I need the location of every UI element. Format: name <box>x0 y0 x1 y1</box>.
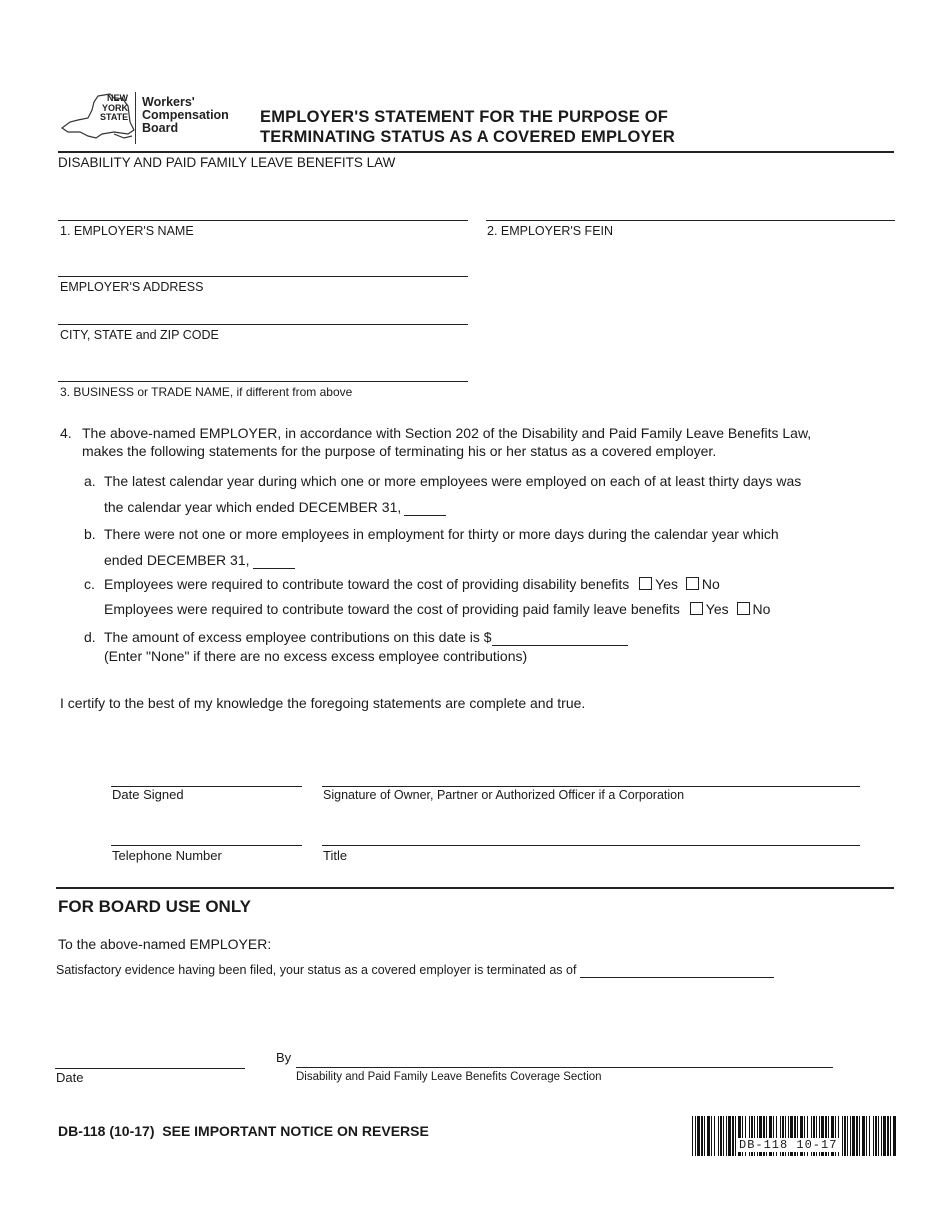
item-a-text-1: The latest calendar year during which one or more employees were employed on each of at least thirty days was <box>104 473 802 489</box>
title-line-2: TERMINATING STATUS AS A COVERED EMPLOYER <box>260 128 676 146</box>
board-by-label: By <box>276 1050 292 1065</box>
law-subtitle: DISABILITY AND PAID FAMILY LEAVE BENEFITS LAW <box>58 155 396 170</box>
employer-address-line[interactable] <box>58 276 468 277</box>
barcode-bar <box>726 1116 727 1156</box>
barcode-bar <box>707 1116 710 1156</box>
barcode-bar <box>856 1116 858 1156</box>
form-title <box>260 107 675 147</box>
barcode-bar <box>847 1116 848 1156</box>
nys-logo <box>58 92 243 144</box>
item-d-letter: d. <box>84 629 96 645</box>
item-4-text-2: makes the following statements for the purpose of terminating his or her status as a covered employer. <box>82 443 717 459</box>
pfl-yes-label: Yes <box>705 601 729 617</box>
board-section-label: Disability and Paid Family Leave Benefits Coverage Section <box>296 1071 602 1083</box>
employer-name-line[interactable] <box>58 220 468 221</box>
employer-fein-line[interactable] <box>486 220 895 221</box>
item-4-text-1: The above-named EMPLOYER, in accordance with Section 202 of the Disability and Paid Family Leave Benefits Law, <box>82 425 812 441</box>
title-line[interactable] <box>322 845 860 846</box>
business-name-line[interactable] <box>58 381 468 382</box>
title-label: Title <box>323 848 348 863</box>
barcode-bar <box>718 1116 719 1156</box>
barcode-bar <box>878 1116 879 1156</box>
city-state-zip-line[interactable] <box>58 324 468 325</box>
item-d-text-1: The amount of excess employee contributions on this date is $ <box>104 629 492 645</box>
board-evidence-row <box>56 963 774 978</box>
logo-org-3: Board <box>142 121 179 135</box>
barcode-bar <box>852 1116 855 1156</box>
logo-state-3: STATE <box>100 112 129 122</box>
barcode-bar <box>875 1116 877 1156</box>
employer-name-label: 1. EMPLOYER'S NAME <box>60 224 194 238</box>
disability-no-checkbox[interactable] <box>686 577 699 590</box>
barcode-bar <box>728 1116 731 1156</box>
signature-label: Signature of Owner, Partner or Authorized Officer if a Corporation <box>323 788 685 802</box>
barcode-bar <box>887 1116 889 1156</box>
pfl-yes-checkbox[interactable] <box>690 602 703 615</box>
item-b-text-1: There were not one or more employees in employment for thirty or more days during the calendar year which <box>104 526 779 542</box>
barcode-bar <box>883 1116 886 1156</box>
barcode-bar <box>711 1116 712 1156</box>
logo-org-2: Compensation <box>142 108 229 122</box>
header-rule <box>58 151 894 153</box>
logo-org-1: Workers' <box>142 95 195 109</box>
barcode-bar <box>866 1116 867 1156</box>
employer-fein-label: 2. EMPLOYER'S FEIN <box>487 224 614 238</box>
business-name-label: 3. BUSINESS or TRADE NAME, if different from above <box>60 385 353 399</box>
board-to-line: To the above-named EMPLOYER: <box>58 936 272 952</box>
item-a-letter: a. <box>84 473 96 489</box>
employer-address-label: EMPLOYER'S ADDRESS <box>60 280 204 294</box>
logo-divider <box>135 92 136 144</box>
telephone-line[interactable] <box>111 845 302 846</box>
item-a-text-2: the calendar year which ended DECEMBER 31, <box>104 499 402 515</box>
barcode-bar <box>732 1116 734 1156</box>
barcode-bar <box>859 1116 860 1156</box>
year-a-field[interactable] <box>404 499 446 516</box>
date-signed-label: Date Signed <box>112 787 184 802</box>
barcode-bar <box>844 1116 846 1156</box>
item-d-row-1 <box>104 629 628 646</box>
year-b-field[interactable] <box>253 552 295 569</box>
barcode-bar <box>704 1116 705 1156</box>
barcode-bar <box>697 1116 700 1156</box>
item-a-line-2 <box>104 499 446 516</box>
signature-line[interactable] <box>322 786 860 787</box>
board-rule <box>56 887 894 889</box>
pfl-no-label: No <box>752 601 771 617</box>
item-c-row-2 <box>104 601 770 617</box>
logo-state-2: YORK <box>101 102 128 113</box>
barcode-bar <box>714 1116 715 1156</box>
pfl-no-checkbox[interactable] <box>737 602 750 615</box>
item-c-text-2: Employees were required to contribute toward the cost of providing paid family leave benefits <box>104 601 680 617</box>
board-date-line[interactable] <box>55 1068 245 1069</box>
city-state-zip-label: CITY, STATE and ZIP CODE <box>60 328 219 342</box>
barcode-bar <box>695 1116 696 1156</box>
item-4-number: 4. <box>60 425 72 441</box>
item-d-text-2: (Enter "None" if there are no excess excess employee contributions) <box>104 648 528 664</box>
excess-amount-field[interactable] <box>492 629 628 646</box>
barcode-bar <box>850 1116 851 1156</box>
certify-statement: I certify to the best of my knowledge the foregoing statements are complete and true. <box>60 695 586 711</box>
item-c-row-1 <box>104 576 720 592</box>
barcode-bar <box>881 1116 882 1156</box>
barcode-bar <box>723 1116 724 1156</box>
barcode-bar <box>720 1116 722 1156</box>
barcode-bar <box>873 1116 874 1156</box>
logo-state-1: NEW <box>107 93 128 103</box>
barcode-bar <box>692 1116 693 1156</box>
barcode <box>692 1116 896 1156</box>
barcode-bar <box>890 1116 891 1156</box>
board-by-line[interactable] <box>296 1067 833 1068</box>
item-b-letter: b. <box>84 526 96 542</box>
title-line-1: EMPLOYER'S STATEMENT FOR THE PURPOSE OF <box>260 108 669 126</box>
barcode-bar <box>701 1116 703 1156</box>
termination-date-field[interactable] <box>580 963 774 978</box>
barcode-bar <box>893 1116 896 1156</box>
item-c-text-1: Employees were required to contribute toward the cost of providing disability benefits <box>104 576 630 592</box>
form-id-footer: DB-118 (10-17) SEE IMPORTANT NOTICE ON REVERSE <box>58 1123 429 1139</box>
item-b-line-2 <box>104 552 295 569</box>
telephone-label: Telephone Number <box>112 848 222 863</box>
board-date-label: Date <box>56 1070 84 1085</box>
board-evidence-text: Satisfactory evidence having been filed, your status as a covered employer is terminated as of <box>56 963 577 977</box>
board-heading: FOR BOARD USE ONLY <box>58 897 252 916</box>
disability-yes-checkbox[interactable] <box>639 577 652 590</box>
barcode-bar <box>862 1116 865 1156</box>
barcode-bar <box>842 1116 843 1156</box>
item-b-text-2: ended DECEMBER 31, <box>104 552 250 568</box>
disability-yes-label: Yes <box>655 576 679 592</box>
disability-no-label: No <box>701 576 720 592</box>
barcode-bar <box>869 1116 870 1156</box>
item-c-letter: c. <box>84 576 95 592</box>
barcode-label: DB-118 10-17 <box>736 1138 840 1152</box>
